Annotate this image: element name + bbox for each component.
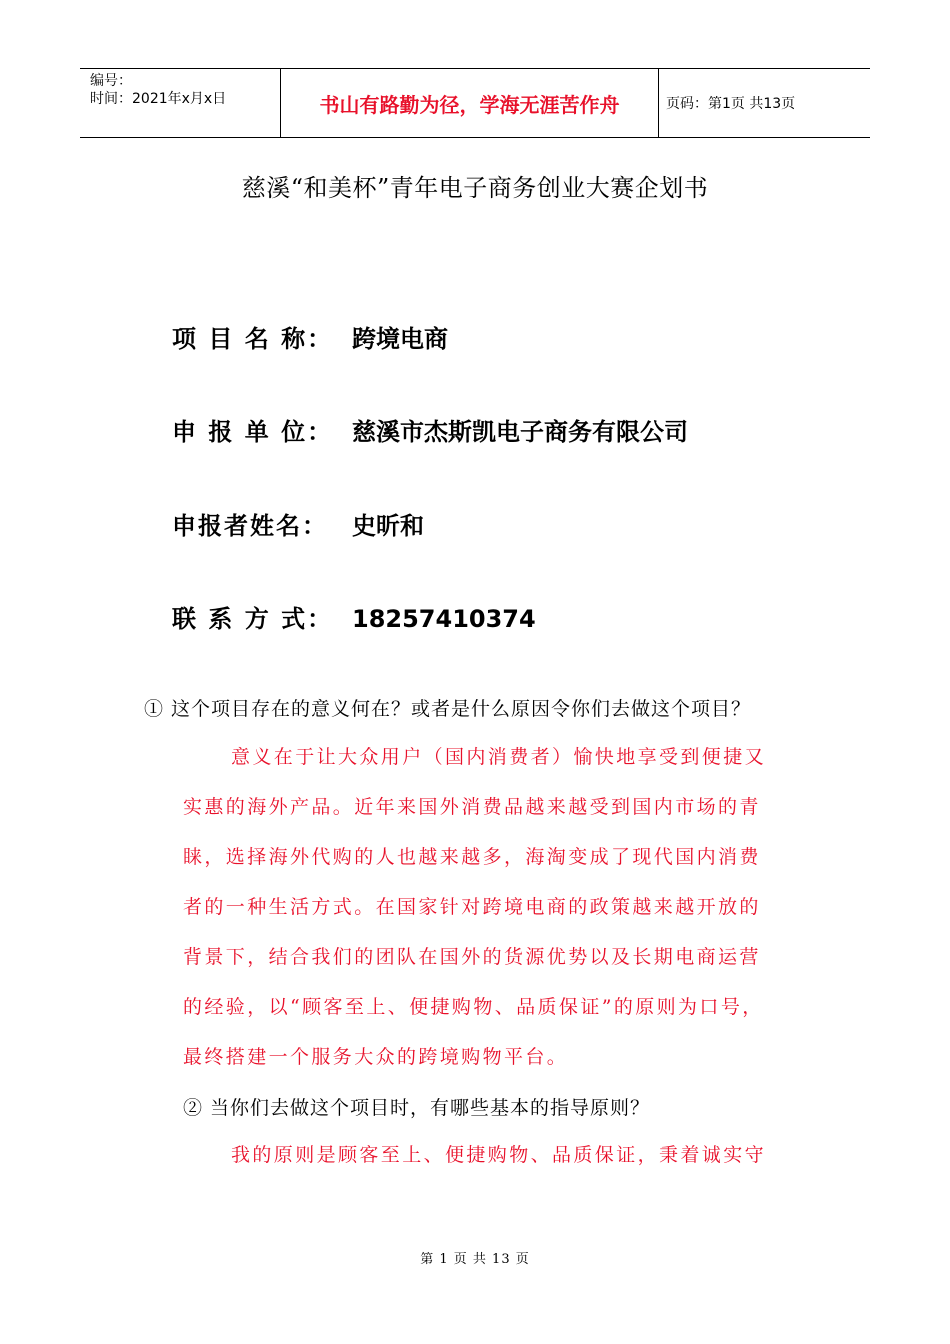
info-value: 慈溪市杰斯凯电子商务有限公司: [352, 418, 688, 446]
page-footer: 第 1 页 共 13 页: [420, 1252, 530, 1267]
answer-line: 者的一种生活方式。在国家针对跨境电商的政策越来越开放的: [183, 896, 761, 918]
document-title: 慈溪“和美杯”青年电子商务创业大赛企划书: [241, 174, 709, 202]
answer-line: 睐，选择海外代购的人也越来越多，海淘变成了现代国内消费: [183, 846, 761, 868]
question-1: ① 这个项目存在的意义何在？或者是什么原因令你们去做这个项目？: [144, 698, 752, 720]
answer-2: [183, 1130, 823, 1180]
info-value: 跨境电商: [352, 325, 448, 353]
info-row-unit: [172, 412, 688, 447]
info-value: 史昕和: [352, 512, 424, 540]
info-label: 项 目 名 称：: [172, 325, 334, 353]
info-row-applicant: [172, 506, 424, 541]
info-label: 申 报 单 位：: [172, 418, 334, 446]
question-2: ② 当你们去做这个项目时，有哪些基本的指导原则？: [183, 1097, 651, 1119]
answer-line: 我的原则是顾客至上、便捷购物、品质保证，秉着诚实守: [231, 1144, 767, 1166]
answer-line: 的经验，以“顾客至上、便捷购物、品质保证”的原则为口号，: [183, 996, 764, 1018]
info-row-project: [172, 319, 448, 354]
answer-line: 背景下，结合我们的团队在国外的货源优势以及长期电商运营: [183, 946, 761, 968]
number-label: 编号：: [90, 73, 132, 89]
info-row-contact: [172, 599, 536, 634]
answer-line: 最终搭建一个服务大众的跨境购物平台。: [183, 1046, 569, 1068]
document-header: [80, 68, 870, 138]
header-motto: 书山有路勤为径，学海无涯苦作舟: [280, 69, 659, 137]
answer-line: 实惠的海外产品。近年来国外消费品越来越受到国内市场的青: [183, 796, 761, 818]
header-page-info: 页码：第1页 共13页: [666, 96, 796, 112]
time-label: 时间：2021年x月x日: [90, 91, 227, 107]
header-meta: [80, 69, 280, 137]
info-label: 申报者姓名：: [172, 512, 328, 540]
answer-1: [183, 732, 823, 1082]
info-label: 联 系 方 式：: [172, 605, 334, 633]
info-value: 18257410374: [352, 605, 536, 633]
answer-line: 意义在于让大众用户（国内消费者）愉快地享受到便捷又: [231, 746, 767, 768]
